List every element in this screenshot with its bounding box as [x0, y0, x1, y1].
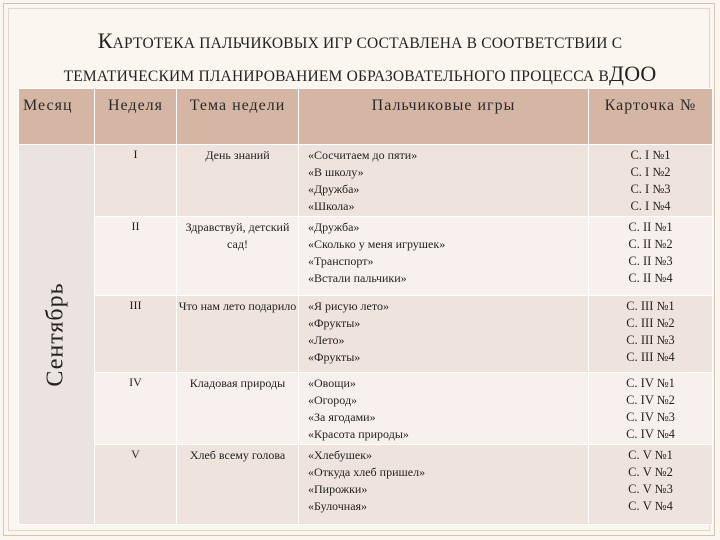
card-item: С. II №2 — [628, 237, 673, 251]
card-item: С. III №4 — [626, 350, 675, 364]
card-item: С. III №2 — [626, 316, 675, 330]
week-cell: I — [95, 145, 177, 217]
game-item: «Лето» — [308, 333, 345, 347]
card-item: С. I №2 — [630, 165, 671, 179]
theme-cell: Что нам лето подарило — [177, 296, 299, 373]
table-row — [19, 145, 713, 217]
week-cell: IV — [95, 373, 177, 445]
game-item: «Огород» — [308, 393, 358, 407]
game-item: «Овощи» — [308, 376, 356, 390]
table-row — [19, 373, 713, 445]
game-item: «Красота природы» — [308, 427, 409, 441]
table-row — [19, 217, 713, 296]
games-cell — [299, 445, 589, 525]
theme-cell: День знаний — [177, 145, 299, 217]
slide-title — [0, 26, 720, 92]
theme-cell: Хлеб всему голова — [177, 445, 299, 525]
game-item: «Транспорт» — [308, 254, 374, 268]
card-item: С. V №1 — [628, 448, 673, 462]
card-item: С. III №3 — [626, 333, 675, 347]
games-cell — [299, 217, 589, 296]
header-theme: Тема недели — [177, 89, 299, 145]
card-item: С. I №1 — [630, 148, 671, 162]
cards-cell — [589, 217, 713, 296]
games-cell — [299, 296, 589, 373]
title-line-1: КАРТОТЕКА ПАЛЬЧИКОВЫХ ИГР СОСТАВЛЕНА В СООТВЕТСТВИИ С — [97, 28, 623, 53]
card-item: С. II №1 — [628, 220, 673, 234]
month-label: Сентябрь — [43, 282, 70, 387]
card-item: С. I №4 — [630, 199, 671, 213]
header-week: Неделя — [95, 89, 177, 145]
theme-cell: Здравствуй, детский сад! — [177, 217, 299, 296]
card-item: С. IV №1 — [626, 376, 675, 390]
card-item: С. IV №4 — [626, 427, 675, 441]
cards-cell — [589, 445, 713, 525]
week-cell: V — [95, 445, 177, 525]
games-table — [18, 88, 713, 525]
game-item: «Пирожки» — [308, 482, 368, 496]
table-row — [19, 445, 713, 525]
week-cell: II — [95, 217, 177, 296]
card-item: С. II №3 — [628, 254, 673, 268]
card-item: С. IV №3 — [626, 410, 675, 424]
game-item: «Булочная» — [308, 499, 368, 513]
game-item: «Школа» — [308, 199, 355, 213]
card-item: С. V №4 — [628, 499, 673, 513]
title-line-2: ТЕМАТИЧЕСКИМ ПЛАНИРОВАНИЕМ ОБРАЗОВАТЕЛЬНОГО ПРОЦЕССА ВДОО — [63, 61, 657, 86]
cards-cell — [589, 145, 713, 217]
header-month: Месяц — [19, 89, 95, 145]
game-item: «Дружба» — [308, 182, 360, 196]
game-item: «За ягодами» — [308, 410, 376, 424]
games-cell — [299, 373, 589, 445]
game-item: «В школу» — [308, 165, 364, 179]
card-item: С. I №3 — [630, 182, 671, 196]
game-item: «Дружба» — [308, 220, 360, 234]
game-item: «Встали пальчики» — [308, 271, 407, 285]
cards-cell — [589, 373, 713, 445]
game-item: «Сосчитаем до пяти» — [308, 148, 418, 162]
table-row — [19, 296, 713, 373]
game-item: «Фрукты» — [308, 350, 361, 364]
week-cell: III — [95, 296, 177, 373]
game-item: «Я рисую лето» — [308, 299, 389, 313]
card-item: С. V №3 — [628, 482, 673, 496]
game-item: «Откуда хлеб пришел» — [308, 465, 426, 479]
card-item: С. V №2 — [628, 465, 673, 479]
table-header-row — [19, 89, 713, 145]
game-item: «Хлебушек» — [308, 448, 373, 462]
card-item: С. II №4 — [628, 271, 673, 285]
card-item: С. III №1 — [626, 299, 675, 313]
card-item: С. IV №2 — [626, 393, 675, 407]
month-cell — [19, 145, 95, 525]
cards-cell — [589, 296, 713, 373]
header-card: Карточка № — [589, 89, 713, 145]
theme-cell: Кладовая природы — [177, 373, 299, 445]
game-item: «Сколько у меня игрушек» — [308, 237, 446, 251]
header-games: Пальчиковые игры — [299, 89, 589, 145]
games-cell — [299, 145, 589, 217]
game-item: «Фрукты» — [308, 316, 361, 330]
